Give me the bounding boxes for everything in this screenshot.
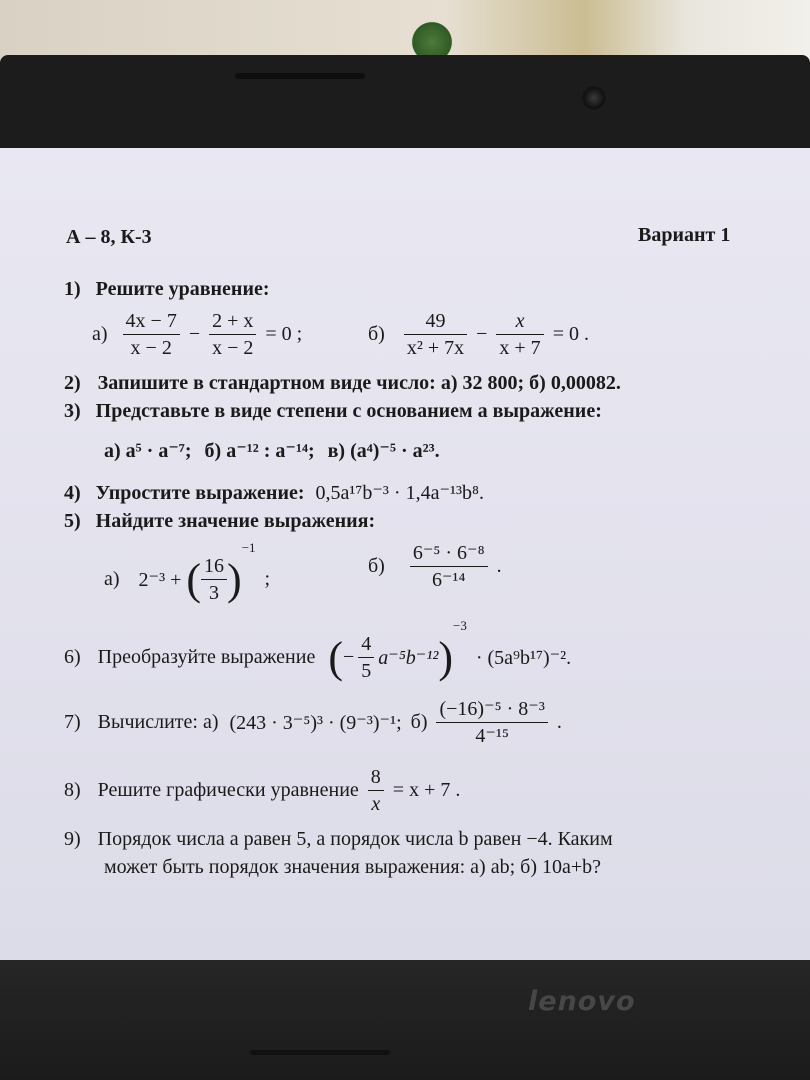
laptop-screen (0, 148, 810, 960)
fraction: $\frac{4x - 7}{x - 2}$ (123, 308, 180, 361)
task-4: 4) Упростите выражение: 0,5a¹⁷b⁻³ · 1,4a⁻¹³b⁸. (64, 482, 484, 504)
fraction: $\frac{\text{6⁻⁵ · 6⁻⁸}}{\text{6⁻¹⁴}}$ (410, 540, 488, 593)
header-right: Вариант 1 (638, 224, 731, 246)
task-8: 8) Решите графически уравнение $\frac{8}{x}$ = x + 7 . (64, 766, 461, 815)
plant-image (410, 18, 454, 58)
task-3: 3) Представьте в виде степени с основанием a выражение: (64, 400, 602, 422)
task-9-line-2: может быть порядок значения выражения: а) ab; б) 10a+b? (104, 856, 602, 878)
task-9: 9) Порядок числа a равен 5, а порядок числа b равен −4. Каким (64, 828, 613, 850)
task-5-b: б) $\frac{\text{6⁻⁵ · 6⁻⁸}}{\text{6⁻¹⁴}}$ . (368, 542, 502, 591)
fraction: $\frac{49}{\text{x² + 7x}}$ (404, 308, 467, 361)
task-title: Решите уравнение: (95, 278, 270, 300)
webcam-icon (582, 86, 606, 110)
fraction: $\frac{2 + x}{x - 2}$ (209, 308, 256, 361)
task-6: 6) Преобразуйте выражение (− $\frac{4}{5}$ a⁻⁵b⁻¹²)$^{-3}$ · (5a⁹b¹⁷)⁻². (64, 618, 572, 682)
task-1-a: а) $\frac{4x - 7}{x - 2}$ − $\frac{2 + x}{x - 2}$ = 0 ; (92, 310, 303, 359)
task-5-a: а) 2⁻³ + ( $\frac{16}{3}$ )$^{-1}$ ; (104, 540, 271, 604)
lenovo-logo: lenovo (528, 986, 636, 1017)
fraction: $\frac{4}{5}$ (358, 631, 374, 684)
task-1 (64, 278, 270, 301)
bezel-slot (235, 73, 365, 79)
task-5: 5) Найдите значение выражения: (64, 510, 376, 532)
fraction: $\frac{x}{x + 7}$ (496, 308, 543, 361)
task-3-items: а) a⁵ · a⁻⁷; б) a⁻¹² : a⁻¹⁴; в) (a⁴)⁻⁵ · a²³. (104, 440, 440, 462)
task-2: 2) Запишите в стандартном виде число: а) 32 800; б) 0,00082. (64, 372, 621, 394)
item-label: а) (92, 323, 108, 345)
laptop-base (0, 960, 810, 1080)
fraction: $\frac{16}{3}$ (201, 553, 227, 606)
fraction: $\frac{8}{x}$ (368, 764, 384, 817)
header-left: А – 8, К-3 (66, 226, 152, 248)
worksheet-document (0, 148, 810, 960)
task-number: 1) (64, 278, 81, 300)
item-label: б) (368, 323, 385, 345)
laptop-hinge (250, 1050, 390, 1055)
task-7: 7) Вычислите: а) (243 · 3⁻⁵)³ · (9⁻³)⁻¹; б) $\frac{\text{(−16)⁻⁵ · 8⁻³}}{\text{4⁻¹⁵}}$ . (64, 698, 562, 747)
task-1-b: б) $\frac{49}{\text{x² + 7x}}$ − $\frac{x}{x + 7}$ = 0 . (368, 310, 589, 359)
fraction: $\frac{\text{(−16)⁻⁵ · 8⁻³}}{\text{4⁻¹⁵}}$ (436, 696, 547, 749)
